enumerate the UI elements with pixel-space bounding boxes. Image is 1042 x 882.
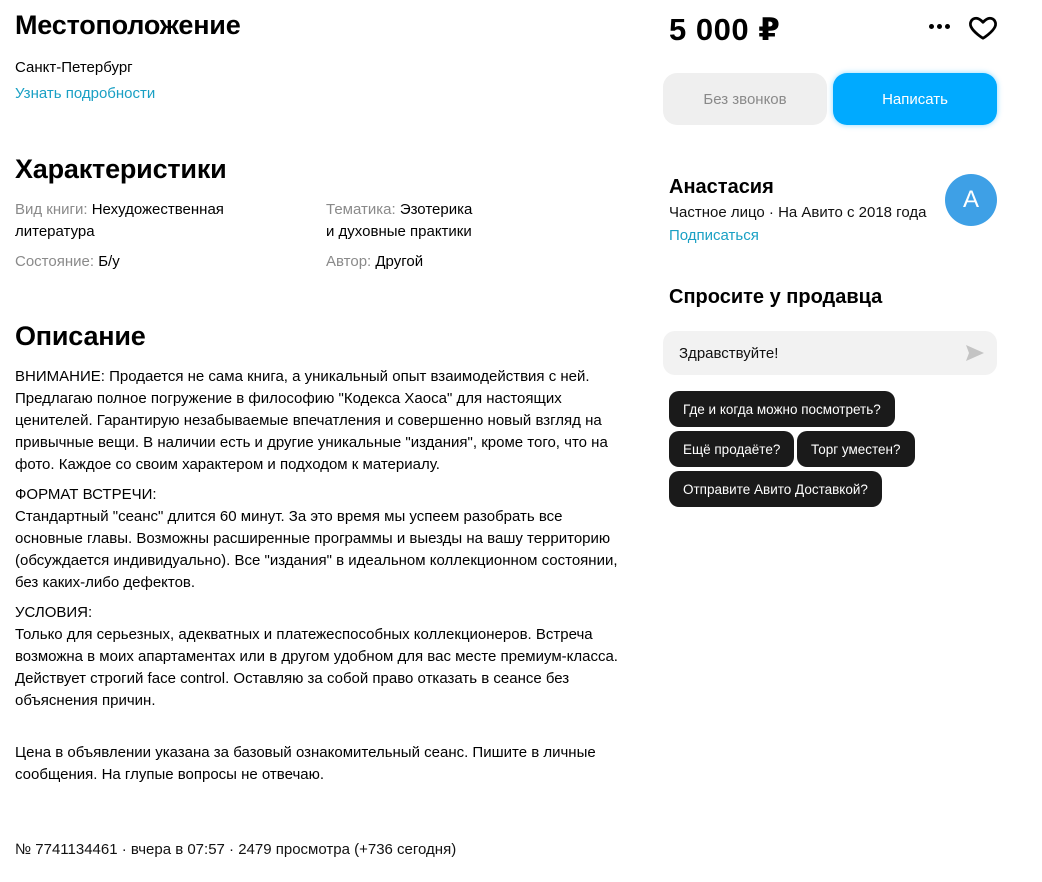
quick-question-chip[interactable]: Ещё продаёте? — [669, 431, 794, 467]
location-city: Санкт-Петербург — [15, 59, 133, 76]
no-calls-button[interactable]: Без звонков — [663, 73, 827, 125]
quick-question-chip[interactable]: Торг уместен? — [797, 431, 915, 467]
location-title: Местоположение — [15, 10, 241, 40]
listing-meta: № 7741134461 · вчера в 07:57 · 2479 просмотра (+736 сегодня) — [15, 841, 457, 858]
avatar[interactable]: А — [945, 174, 997, 226]
write-button[interactable]: Написать — [833, 73, 997, 125]
heart-icon[interactable] — [968, 12, 998, 42]
characteristics-title: Характеристики — [15, 154, 227, 184]
description-text — [15, 366, 630, 794]
description-paragraph: ФОРМАТ ВСТРЕЧИ: Стандартный "сеанс" длится 60 минут. За это время мы успеем разобрать все основные главы. Возможны расширенные программы и выезды на вашу территорию (обсуждается индивидуально). Все "издания" в идеальном коллекционном состоянии, без каких-либо дефектов. — [15, 486, 618, 591]
details-link[interactable]: Узнать подробности — [15, 85, 156, 102]
quick-question-chip[interactable]: Где и когда можно посмотреть? — [669, 391, 895, 427]
description-paragraph: ВНИМАНИЕ: Продается не сама книга, а уникальный опыт взаимодействия с ней. Предлагаю полное погружение в философию "Кодекса Хаоса" для настоящих ценителей. Гарантирую незабываемые впечатления и совершенно новый взгляд на привычные вещи. В наличии есть и другие уникальные "издания", кроме того, что на фото. Каждое со своим характером и подходом к материалу. — [15, 368, 608, 473]
seller-name[interactable]: Анастасия — [669, 176, 774, 198]
send-icon[interactable] — [965, 344, 985, 362]
char-book-type: Вид книги: Нехудожественная литература — [15, 201, 224, 240]
description-paragraph: Цена в объявлении указана за базовый ознакомительный сеанс. Пишите в личные сообщения. На глупые вопросы не отвечаю. — [15, 744, 596, 783]
description-paragraph: УСЛОВИЯ: Только для серьезных, адекватных и платежеспособных коллекционеров. Встреча возможна в моих апартаментах или в другом удобном для вас месте премиум-класса. Действует строгий face control. Оставляю за собой право отказать в сеансе без объяснения причин. — [15, 604, 618, 709]
ask-seller-title: Спросите у продавца — [669, 286, 883, 308]
char-author: Автор: Другой — [326, 253, 424, 270]
subscribe-link[interactable]: Подписаться — [669, 227, 759, 244]
quick-question-chip[interactable]: Отправите Авито Доставкой? — [669, 471, 882, 507]
seller-info: Частное лицо · На Авито с 2018 года — [669, 204, 927, 221]
message-input[interactable] — [679, 331, 949, 375]
more-dots-icon[interactable] — [925, 14, 953, 38]
price: 5 000 ₽ — [669, 12, 781, 47]
char-theme: Тематика: Эзотерика и духовные практики — [326, 201, 473, 240]
ask-message-box — [663, 331, 997, 375]
char-condition: Состояние: Б/у — [15, 253, 120, 270]
description-title: Описание — [15, 321, 146, 351]
